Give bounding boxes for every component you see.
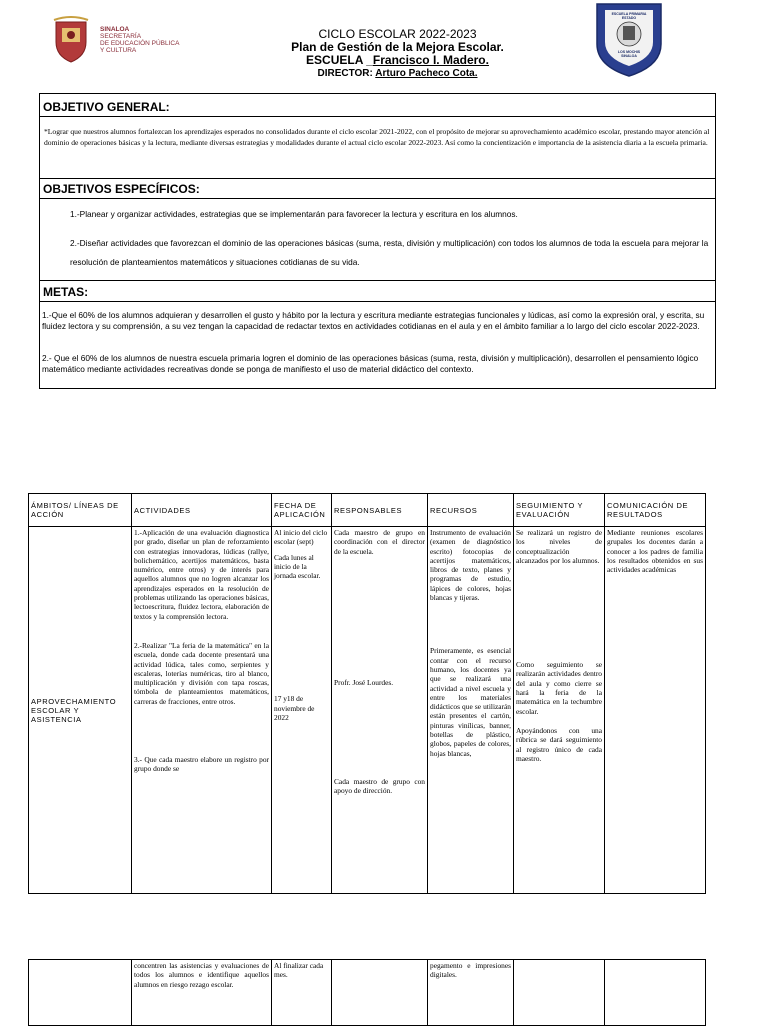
objetivo-especifico-2: 2.-Diseñar actividades que favorezcan el dominio de las operaciones básicas (suma, resta, división y multiplicación) con todos los alumnos de toda la escuela para mejorar la resolución de planteamientos matemáticos y situaciones cotidianas de su vida. bbox=[70, 238, 709, 267]
state-logo-line: SINALOA bbox=[100, 26, 130, 33]
actividades-cell bbox=[132, 960, 272, 1026]
recurso-1: Instrumento de evaluación (examen de diagnóstico escrito) fotocopias de acertijos matemáticos, libros de texto, planes y programas de estudio, lápices de colores, hojas blancas y tijeras. bbox=[430, 528, 511, 603]
school-logo-line: ESTADO bbox=[621, 16, 637, 20]
header-recursos: RECURSOS bbox=[428, 494, 514, 527]
fecha-3: 17 y18 de noviembre de 2022 bbox=[274, 694, 315, 723]
actividad-3-continuation: concentren las asistencias y evaluaciones de todos los alumnos e identifique aquellos alumnos en riesgo rezago escolar. bbox=[134, 961, 269, 989]
director-name: Arturo Pacheco Cota. bbox=[375, 68, 478, 79]
objetivos-especificos-heading: OBJETIVOS ESPECÍFICOS: bbox=[40, 179, 715, 199]
objetivo-especifico-1: 1.-Planear y organizar actividades, estrategias que se implementarán para favorecer la lectura y escritura en los alumnos. bbox=[70, 209, 518, 219]
school-shield-logo bbox=[589, 0, 669, 78]
responsable-2: Profr. José Lourdes. bbox=[334, 677, 394, 687]
header-comunicacion: COMUNICACIÓN DE RESULTADOS bbox=[605, 494, 706, 527]
school-year-title: CICLO ESCOLAR 2022-2023 bbox=[318, 27, 477, 41]
seguimiento-cell bbox=[514, 960, 605, 1026]
school-logo-line: SINALOA bbox=[621, 54, 637, 58]
recurso-continuation: pegamento e impresiones digitales. bbox=[430, 961, 511, 980]
school-line bbox=[250, 54, 545, 67]
school-logo-line: LOS MOCHIS bbox=[617, 50, 641, 54]
school-prefix: ESCUELA _ bbox=[306, 53, 373, 67]
director-prefix: DIRECTOR: bbox=[317, 68, 376, 79]
fechas-cell bbox=[272, 527, 332, 894]
state-logo-line: SECRETARÍA bbox=[100, 33, 142, 40]
responsable-3: Cada maestro de grupo con apoyo de dirección. bbox=[334, 777, 425, 796]
header-seguimiento: SEGUIMIENTO Y EVALUACIÓN bbox=[514, 494, 605, 527]
responsable-1: Cada maestro de grupo en coordinación con el director de la escuela. bbox=[334, 528, 425, 556]
recurso-2: Primeramente, es esencial contar con el recurso humano, los docentes ya que se realizará una actividad a nivel escuela y entre los materiales didácticos que se utilizarán están presentes el cartón, pinturas vinílicas, banner, botellas de plástico, globos, papeles de colores, hojas blancas, bbox=[430, 646, 511, 758]
seguimiento-cell bbox=[514, 527, 605, 894]
fechas-cell bbox=[272, 960, 332, 1026]
seguimiento-1: Se realizará un registro de los niveles de conceptualización alcanzados por los alumnos. bbox=[516, 528, 602, 565]
responsables-cell bbox=[332, 527, 428, 894]
recursos-cell bbox=[428, 960, 514, 1026]
ambito-cell bbox=[29, 960, 132, 1026]
objetivo-general-text: *Lograr que nuestros alumnos fortalezcan los aprendizajes esperados no consolidados durante el ciclo escolar 2021-2022, con el propósito de mejorar su aprovechamiento académico escolar, prestando mayor atención al dominio de operaciones básicas y la lectura, mediante diversas estrategias y modalidades durante el actual ciclo escolar 2022-2023. Así como la concientización e importancia de la asistencia diaria a la escuela primaria. bbox=[44, 127, 710, 147]
fecha-continuation: Al finalizar cada mes. bbox=[274, 961, 324, 980]
comunicacion-1: Mediante reuniones escolares grupales los docentes darán a conocer a los padres de familia los resultados obtenidos en sus actividades académicas bbox=[607, 528, 703, 575]
meta-2: 2.- Que el 60% de los alumnos de nuestra escuela primaria logren el dominio de las operaciones básicas (suma, resta, división y multiplicación), desarrollen el pensamiento lógico matemático mediante actividades recreativas donde se ponga de manifiesto el uso de material didáctico del contexto. bbox=[42, 353, 699, 374]
document-header bbox=[250, 28, 545, 80]
header-responsables: RESPONSABLES bbox=[332, 494, 428, 527]
fecha-1: Al inicio del ciclo escolar (sept) bbox=[274, 528, 328, 547]
recursos-cell bbox=[428, 527, 514, 894]
actividad-2: 2.-Realizar "La feria de la matemática" en la escuela, donde cada docente presentará una actividad lúdica, tales como, serpientes y escaleras, loterías numéricas, tiro al blanco, multiplicación y división con tapa roscas, tómbola de planteamientos matemáticos, carreras de fracciones, entre otros. bbox=[134, 640, 269, 706]
comunicacion-cell bbox=[605, 960, 706, 1026]
comunicacion-cell bbox=[605, 527, 706, 894]
seguimiento-3: Apoyándonos con una rúbrica se dará seguimiento al registro único de cada maestro. bbox=[516, 725, 602, 763]
state-logo-text bbox=[100, 26, 179, 54]
actions-table bbox=[28, 493, 706, 894]
actividades-cell bbox=[132, 527, 272, 894]
fecha-2: Cada lunes al inicio de la jornada escolar. bbox=[274, 552, 321, 581]
state-seal-logo bbox=[50, 16, 92, 64]
objectives-box bbox=[39, 93, 716, 389]
plan-title: Plan de Gestión de la Mejora Escolar. bbox=[291, 40, 504, 54]
header-fecha: FECHA DE APLICACIÓN bbox=[272, 494, 332, 527]
state-logo-line: DE EDUCACIÓN PÚBLICA bbox=[100, 40, 180, 47]
table-row bbox=[29, 960, 706, 1026]
school-logo-text bbox=[611, 12, 647, 58]
divider bbox=[40, 280, 715, 281]
actividad-3: 3.- Que cada maestro elabore un registro por grupo donde se bbox=[134, 755, 269, 774]
school-logo-line: ESCUELA PRIMARIA bbox=[611, 12, 647, 16]
actividad-1: 1.-Aplicación de una evaluación diagnostica por grado, diseñar un plan de reforzamiento con estrategias innovadoras, lúdicas (rallye, bolichemático, acertijos matemáticos, basta numérico, entre otros) y de interés para aquellos alumnos que no logren alcanzar los aprendizajes esperados en la resolución de problemas utilizando las operaciones básicas, lectoescritura, fluidez lectora, elaboración de textos y la comprensión lectora. bbox=[134, 528, 269, 621]
state-logo-line: Y CULTURA bbox=[100, 47, 137, 54]
table-row bbox=[29, 527, 706, 894]
header-ambitos: ÁMBITOS/ LÍNEAS DE ACCIÓN bbox=[29, 494, 132, 527]
objetivo-general-heading: OBJETIVO GENERAL: bbox=[40, 97, 715, 117]
meta-1: 1.-Que el 60% de los alumnos adquieran y desarrollen el gusto y hábito por la lectura y escritura mediante estrategias funcionales y lúdicas, así como la expresión oral, y escrita, su fluidez lectora y su comprensión, a su vez tengan la capacidad de redactar textos en actividades cotidianas en el aula y en el ámbito familiar a lo largo del ciclo escolar 2022-2023. bbox=[42, 310, 705, 331]
director-line bbox=[250, 67, 545, 80]
responsables-cell bbox=[332, 960, 428, 1026]
school-name: Francisco I. Madero. bbox=[372, 53, 489, 67]
ambito-cell: APROVECHAMIENTO ESCOLAR Y ASISTENCIA bbox=[29, 527, 132, 894]
table-header-row bbox=[29, 494, 706, 527]
header-actividades: ACTIVIDADES bbox=[132, 494, 272, 527]
metas-heading: METAS: bbox=[40, 282, 715, 302]
actions-table-continuation bbox=[28, 959, 706, 1026]
seguimiento-2: Como seguimiento se realizarán actividades dentro del aula y como cierre se hará la feria de la matemática en la techumbre escolar. bbox=[516, 660, 602, 716]
